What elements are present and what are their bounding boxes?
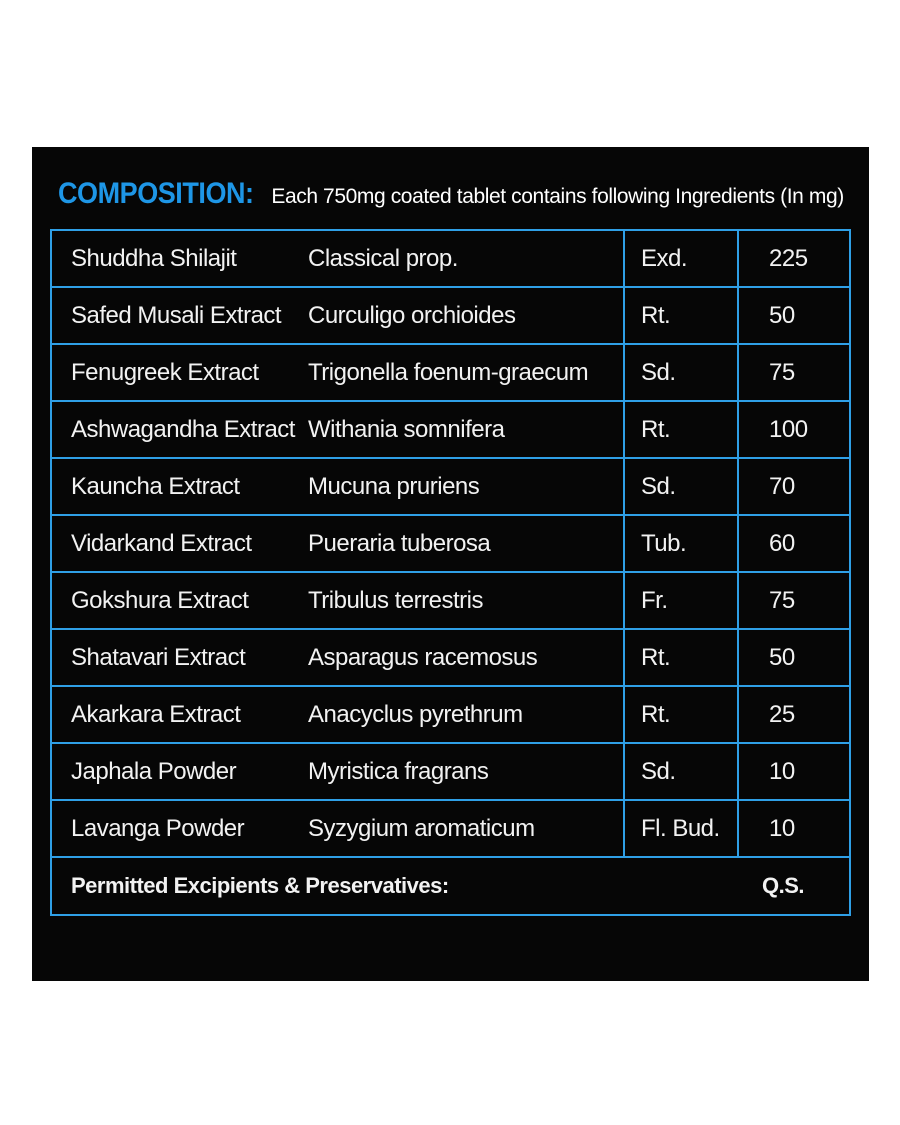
ingredient-name: Ashwagandha Extract [51, 401, 308, 458]
ingredient-name: Lavanga Powder [51, 800, 308, 857]
botanical-name: Myristica fragrans [308, 743, 624, 800]
table-row [51, 629, 850, 686]
botanical-name: Trigonella foenum-graecum [308, 344, 624, 401]
plant-part: Tub. [624, 515, 738, 572]
quantity: 75 [738, 572, 850, 629]
excipients-label: Permitted Excipients & Preservatives: [51, 857, 738, 915]
botanical-name: Curculigo orchioides [308, 287, 624, 344]
quantity: 60 [738, 515, 850, 572]
quantity: 50 [738, 629, 850, 686]
plant-part: Rt. [624, 401, 738, 458]
composition-panel [32, 147, 869, 981]
composition-label: COMPOSITION: [58, 177, 254, 210]
plant-part: Rt. [624, 686, 738, 743]
botanical-name: Mucuna pruriens [308, 458, 624, 515]
excipients-quantity: Q.S. [738, 857, 850, 915]
table-row [51, 743, 850, 800]
plant-part: Fl. Bud. [624, 800, 738, 857]
plant-part: Fr. [624, 572, 738, 629]
ingredients-table [50, 229, 851, 916]
botanical-name: Pueraria tuberosa [308, 515, 624, 572]
ingredient-name: Gokshura Extract [51, 572, 308, 629]
table-row [51, 287, 850, 344]
quantity: 70 [738, 458, 850, 515]
botanical-name: Syzygium aromaticum [308, 800, 624, 857]
composition-heading [58, 177, 858, 221]
plant-part: Sd. [624, 344, 738, 401]
table-row [51, 572, 850, 629]
quantity: 10 [738, 743, 850, 800]
table-row [51, 800, 850, 857]
table-row [51, 515, 850, 572]
botanical-name: Tribulus terrestris [308, 572, 624, 629]
plant-part: Rt. [624, 629, 738, 686]
quantity: 225 [738, 230, 850, 287]
table-row [51, 401, 850, 458]
botanical-name: Anacyclus pyrethrum [308, 686, 624, 743]
table-row [51, 344, 850, 401]
table-row [51, 686, 850, 743]
ingredient-name: Shuddha Shilajit [51, 230, 308, 287]
plant-part: Rt. [624, 287, 738, 344]
botanical-name: Withania somnifera [308, 401, 624, 458]
quantity: 75 [738, 344, 850, 401]
table-row [51, 230, 850, 287]
plant-part: Exd. [624, 230, 738, 287]
ingredient-name: Kauncha Extract [51, 458, 308, 515]
ingredient-name: Safed Musali Extract [51, 287, 308, 344]
table-row [51, 458, 850, 515]
ingredient-name: Shatavari Extract [51, 629, 308, 686]
ingredient-name: Fenugreek Extract [51, 344, 308, 401]
plant-part: Sd. [624, 458, 738, 515]
quantity: 100 [738, 401, 850, 458]
quantity: 50 [738, 287, 850, 344]
ingredient-name: Akarkara Extract [51, 686, 308, 743]
composition-description: Each 750mg coated tablet contains following Ingredients (In mg) [271, 185, 844, 208]
quantity: 25 [738, 686, 850, 743]
ingredient-name: Vidarkand Extract [51, 515, 308, 572]
botanical-name: Asparagus racemosus [308, 629, 624, 686]
excipients-row [51, 857, 850, 915]
botanical-name: Classical prop. [308, 230, 624, 287]
ingredient-name: Japhala Powder [51, 743, 308, 800]
quantity: 10 [738, 800, 850, 857]
plant-part: Sd. [624, 743, 738, 800]
